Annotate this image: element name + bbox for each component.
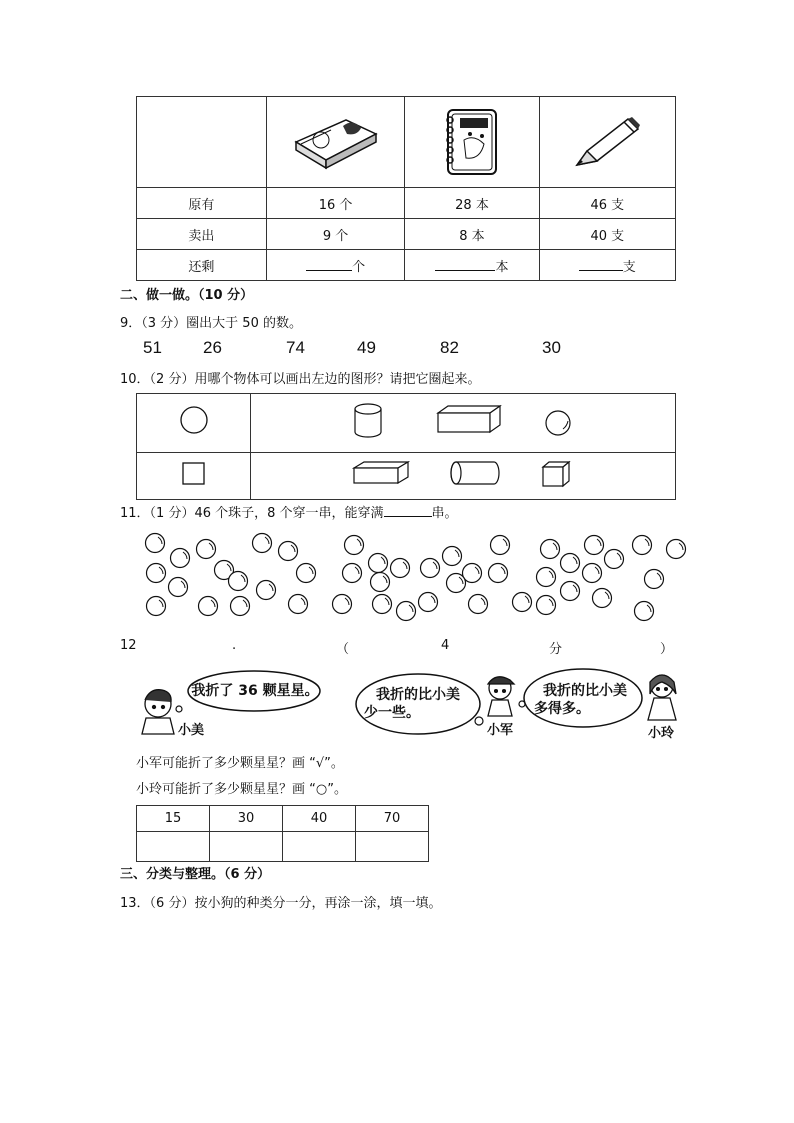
mark-cell[interactable]: [356, 832, 429, 862]
square-shape-icon: [182, 462, 206, 486]
sphere-icon[interactable]: [546, 411, 570, 435]
beads-illustration: [130, 525, 700, 630]
question-12-rparen: ）: [660, 642, 674, 657]
mark-cell[interactable]: [283, 832, 356, 862]
target-shape-cell: [137, 453, 251, 500]
answer-blank[interactable]: [384, 503, 432, 517]
pencil-cell: [539, 97, 675, 188]
answer-blank[interactable]: [306, 257, 352, 271]
mark-cell[interactable]: [137, 832, 210, 862]
speech-bubble-xiaoling: [526, 682, 644, 718]
number-option[interactable]: 74: [286, 338, 305, 357]
notebook-cell: [405, 97, 539, 188]
number-option[interactable]: 26: [203, 338, 222, 357]
boy-xiaojun-icon: [488, 677, 514, 716]
question-12-line2: 小玲可能折了多少颗星星？画 “○”。: [136, 782, 347, 797]
number-option[interactable]: 30: [542, 338, 561, 357]
unit-label: 支: [622, 259, 636, 275]
question-12-unit: 分: [549, 642, 563, 657]
cuboid-icon[interactable]: [438, 406, 500, 432]
question-11-suffix: 串。: [431, 506, 458, 521]
header-empty-cell: [137, 97, 267, 188]
question-9-text: 9．（3 分）圈出大于 50 的数。: [120, 316, 302, 331]
option-value: 30: [210, 806, 283, 832]
row-label: 原有: [137, 188, 267, 219]
cuboid-icon[interactable]: [354, 462, 408, 483]
answer-blank[interactable]: [579, 257, 623, 271]
number-option[interactable]: 49: [357, 338, 376, 357]
table-cell: 28 本: [405, 188, 539, 219]
name-xiaojun: 小军: [487, 723, 514, 738]
question-13-text: 13．（6 分）按小狗的种类分一分，再涂一涂，填一填。: [120, 896, 442, 911]
option-value: 70: [356, 806, 429, 832]
answer-cell[interactable]: [405, 250, 539, 281]
row-label: 还剩: [137, 250, 267, 281]
speech-bubble-xiaomei: 我折了 36 颗星星。: [191, 683, 319, 699]
question-12-score: 4: [441, 638, 450, 653]
table-row: [137, 250, 676, 281]
bubble-line: 少一些。: [364, 705, 420, 721]
option-value: 15: [137, 806, 210, 832]
shape-table: [136, 393, 676, 500]
bubble-line: 我折的比小美: [376, 687, 460, 703]
section-title: 二、做一做。（10 分）: [120, 288, 254, 303]
table-cell: 40 支: [539, 219, 675, 250]
girl-xiaoling-icon: [648, 675, 676, 720]
pencil-box-cell: [266, 97, 405, 188]
table-cell: 16 个: [266, 188, 405, 219]
notebook-icon: [442, 106, 502, 178]
row-label: 卖出: [137, 219, 267, 250]
option-value: 40: [283, 806, 356, 832]
table-cell: 9 个: [266, 219, 405, 250]
section-title: 三、分类与整理。（6 分）: [120, 867, 271, 882]
lying-cylinder-icon[interactable]: [451, 462, 499, 484]
answer-cell[interactable]: [539, 250, 675, 281]
question-11-prefix: 11．（1 分）46 个珠子，8 个穿一串，能穿满: [120, 506, 384, 521]
table-row: [137, 188, 676, 219]
question-12-lparen: （: [336, 642, 350, 657]
pencil-box-icon: [291, 112, 381, 172]
number-option[interactable]: 82: [440, 338, 459, 357]
object-options: [251, 453, 675, 499]
question-12-dot: .: [232, 638, 237, 653]
name-xiaoling: 小玲: [648, 726, 675, 741]
question-12-line1: 小军可能折了多少颗星星？画 “√”。: [136, 756, 344, 771]
name-xiaomei: 小美: [178, 723, 205, 738]
table-row: [137, 219, 676, 250]
target-shape-cell: [137, 394, 251, 453]
answer-blank[interactable]: [435, 257, 495, 271]
unit-label: 本: [495, 259, 509, 275]
object-options-cell: [251, 394, 676, 453]
pencil-icon: [572, 115, 642, 170]
speech-bubble-xiaojun: [356, 686, 480, 722]
question-12-number: 12: [120, 638, 137, 653]
number-option[interactable]: 51: [143, 338, 162, 357]
cylinder-icon[interactable]: [355, 404, 381, 437]
question-10-text: 10．（2 分）用哪个物体可以画出左边的图形？请把它圈起来。: [120, 372, 481, 387]
question-11-text: [120, 502, 458, 521]
girl-xiaomei-icon: [142, 690, 174, 734]
circle-shape-icon: [179, 405, 209, 435]
bubble-line: 我折的比小美: [543, 683, 627, 699]
cube-icon[interactable]: [543, 462, 569, 486]
inventory-table: [136, 96, 676, 281]
unit-label: 个: [352, 259, 366, 275]
answer-table: [136, 805, 429, 862]
object-options-cell: [251, 453, 676, 500]
table-cell: 46 支: [539, 188, 675, 219]
answer-cell[interactable]: [266, 250, 405, 281]
bubble-line: 多得多。: [534, 701, 590, 717]
mark-cell[interactable]: [210, 832, 283, 862]
table-cell: 8 本: [405, 219, 539, 250]
object-options: [251, 394, 675, 452]
